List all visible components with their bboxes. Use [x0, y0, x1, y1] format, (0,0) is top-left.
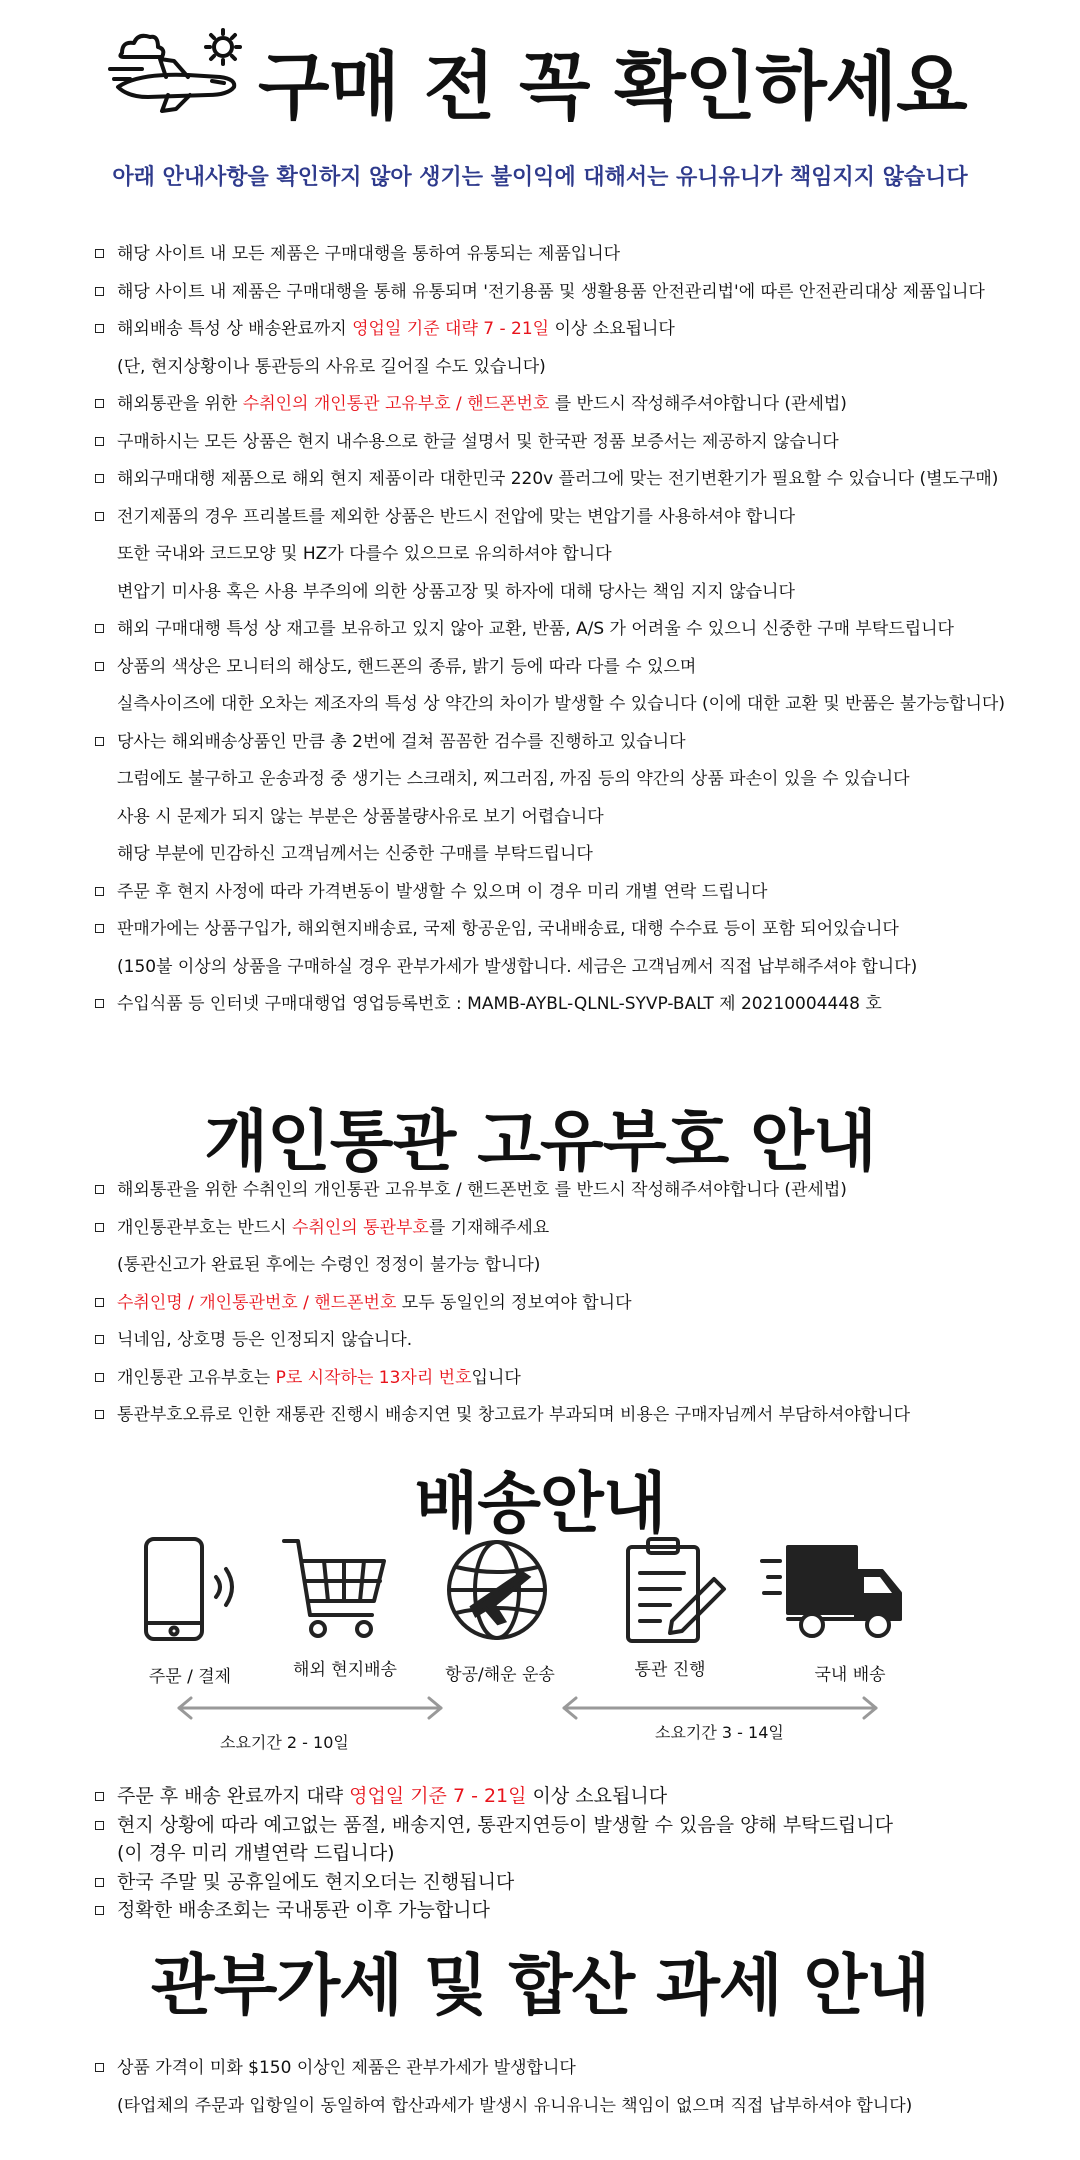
checkbox-bullet-icon — [95, 737, 104, 746]
shipping-item-continuation — [95, 1839, 893, 1868]
checkbox-bullet-icon — [95, 1335, 104, 1344]
customs-list — [95, 1172, 910, 1435]
notice-text: 현지 상황에 따라 예고없는 품절, 배송지연, 통관지연등이 발생할 수 있음을 양해 부탁드립니다 — [117, 1813, 893, 1836]
notice-text: 또한 국내와 코드모양 및 HZ가 다를수 있으므로 유의하셔야 합니다 — [117, 544, 612, 564]
notice-item — [95, 611, 1005, 649]
notice-list — [95, 236, 1005, 1024]
notice-text: 개인통관 고유부호는 — [117, 1367, 276, 1388]
checkbox-bullet-icon — [95, 1410, 104, 1419]
notice-text: 해당 사이트 내 제품은 구매대행을 통해 유통되며 '전기용품 및 생활용품 안전관리법'에 따른 안전관리대상 제품입니다 — [117, 281, 985, 302]
duration-label-2: 소요기간 3 - 14일 — [655, 1723, 784, 1742]
highlight-text: 영업일 기준 7 - 21일 — [349, 1785, 527, 1807]
notice-item — [95, 911, 1005, 949]
notice-item — [95, 874, 1005, 912]
notice-text: 해외통관을 위한 — [117, 394, 243, 414]
checkbox-bullet-icon — [95, 474, 104, 483]
notice-text: 해외통관을 위한 수취인의 개인통관 고유부호 / 핸드폰번호 를 반드시 작성해주셔야합니다 (관세법) — [117, 1180, 847, 1200]
checkbox-bullet-icon — [95, 512, 104, 521]
shipping-item — [95, 1811, 893, 1840]
globe-plane-icon — [442, 1535, 552, 1645]
notice-item — [95, 424, 1005, 462]
checkbox-bullet-icon — [95, 1792, 104, 1801]
shipping-list — [95, 1782, 893, 1925]
tax-item-continuation — [95, 2088, 912, 2126]
checkbox-bullet-icon — [95, 1906, 104, 1915]
notice-item-continuation — [95, 536, 1005, 574]
notice-text: (이 경우 미리 개별연락 드립니다) — [117, 1842, 395, 1864]
notice-item — [95, 649, 1005, 687]
notice-item — [95, 499, 1005, 537]
checkbox-bullet-icon — [95, 1298, 104, 1307]
cart-icon — [280, 1535, 390, 1645]
notice-item-continuation — [95, 349, 1005, 387]
step-label-order: 주문 / 결제 — [148, 1667, 232, 1687]
notice-text: (통관신고가 완료된 후에는 수령인 정정이 불가능 합니다) — [117, 1255, 541, 1275]
notice-text: 모두 동일인의 정보여야 합니다 — [396, 1292, 632, 1313]
checkbox-bullet-icon — [95, 249, 104, 258]
notice-item — [95, 274, 1005, 312]
notice-text: 실측사이즈에 대한 오차는 제조자의 특성 상 약간의 차이가 발생할 수 있습니다 (이에 대한 교환 및 반품은 불가능합니다) — [117, 694, 1005, 714]
checkbox-bullet-icon — [95, 287, 104, 296]
duration-arrow-2 — [560, 1696, 880, 1720]
customs-item — [95, 1210, 910, 1248]
notice-text: 입니다 — [471, 1367, 521, 1388]
notice-item-continuation — [95, 686, 1005, 724]
notice-text: 변압기 미사용 혹은 사용 부주의에 의한 상품고장 및 하자에 대해 당사는 책임 지지 않습니다 — [117, 581, 795, 602]
shipping-item — [95, 1896, 893, 1925]
notice-text: 주문 후 배송 완료까지 대략 — [117, 1785, 350, 1807]
notice-text: 해외배송 특성 상 배송완료까지 — [117, 319, 353, 339]
highlight-text: 수취인의 통관부호 — [292, 1217, 429, 1238]
customs-item — [95, 1172, 910, 1210]
duration-label-1: 소요기간 2 - 10일 — [220, 1733, 349, 1752]
tax-section-title: 관부가세 및 합산 과세 안내 — [150, 1947, 930, 2024]
phone-icon — [140, 1535, 250, 1645]
notice-text: 주문 후 현지 사정에 따라 가격변동이 발생할 수 있으며 이 경우 미리 개별 연락 드립니다 — [117, 881, 768, 902]
checkbox-bullet-icon — [95, 999, 104, 1008]
customs-item — [95, 1322, 910, 1360]
notice-item — [95, 461, 1005, 499]
shipping-item — [95, 1782, 893, 1811]
notice-item-continuation — [95, 574, 1005, 612]
notice-item — [95, 724, 1005, 762]
notice-text: 해외구매대행 제품으로 해외 현지 제품이라 대한민국 220v 플러그에 맞는 전기변환기가 필요할 수 있습니다 (별도구매) — [117, 469, 999, 489]
notice-text: 전기제품의 경우 프리볼트를 제외한 상품은 반드시 전압에 맞는 변압기를 사용하셔야 합니다 — [117, 506, 796, 527]
checkbox-bullet-icon — [95, 2063, 104, 2072]
notice-text: (타업체의 주문과 입항일이 동일하여 합산과세가 발생시 유니유니는 책임이 없으며 직접 납부하셔야 합니다) — [117, 2095, 913, 2116]
notice-text: 이상 소요됩니다 — [526, 1785, 668, 1807]
checkbox-bullet-icon — [95, 1821, 104, 1830]
page-title: 구매 전 꼭 확인하세요 — [258, 44, 967, 130]
highlight-text: 수취인명 / 개인통관번호 / 핸드폰번호 — [117, 1292, 397, 1313]
checkbox-bullet-icon — [95, 399, 104, 408]
checkbox-bullet-icon — [95, 1878, 104, 1887]
notice-text: 닉네임, 상호명 등은 인정되지 않습니다. — [117, 1330, 413, 1350]
notice-item — [95, 311, 1005, 349]
notice-text: 수입식품 등 인터넷 구매대행업 영업등록번호 : MAMB-AYBL-QLNL-SYVP-BALT 제 20210004448 호 — [117, 994, 882, 1014]
step-label-air-sea: 항공/해운 운송 — [445, 1665, 555, 1685]
notice-text: (단, 현지상황이나 통관등의 사유로 길어질 수도 있습니다) — [117, 356, 546, 377]
notice-text: 당사는 해외배송상품인 만큼 총 2번에 걸쳐 꼼꼼한 검수를 진행하고 있습니다 — [117, 731, 686, 752]
notice-text: 개인통관부호는 반드시 — [117, 1217, 293, 1238]
notice-text: 를 반드시 작성해주셔야합니다 (관세법) — [549, 394, 847, 414]
notice-text: 구매하시는 모든 상품은 현지 내수용으로 한글 설명서 및 한국판 정품 보증서는 제공하지 않습니다 — [117, 431, 839, 452]
truck-icon — [760, 1535, 910, 1645]
checkbox-bullet-icon — [95, 887, 104, 896]
highlight-text: P로 시작하는 13자리 번호 — [275, 1367, 472, 1388]
notice-item — [95, 986, 1005, 1024]
customs-item — [95, 1397, 910, 1435]
clipboard-icon — [620, 1535, 730, 1645]
notice-text: 를 기재해주세요 — [428, 1217, 550, 1238]
tax-list — [95, 2050, 912, 2125]
notice-item — [95, 236, 1005, 274]
step-label-domestic: 국내 배송 — [814, 1665, 886, 1685]
notice-text: 해당 부분에 민감하신 고객님께서는 신중한 구매를 부탁드립니다 — [117, 844, 593, 864]
notice-text: 그럼에도 불구하고 운송과정 중 생기는 스크래치, 찌그러짐, 까짐 등의 약간의 상품 파손이 있을 수 있습니다 — [117, 769, 910, 789]
notice-item-continuation — [95, 836, 1005, 874]
checkbox-bullet-icon — [95, 1223, 104, 1232]
duration-arrow-1 — [175, 1696, 445, 1720]
customs-item — [95, 1285, 910, 1323]
airplane-weather-icon — [108, 25, 248, 115]
notice-text: 해외 구매대행 특성 상 재고를 보유하고 있지 않아 교환, 반품, A/S 가 어려울 수 있으니 신중한 구매 부탁드립니다 — [117, 619, 954, 639]
tax-item — [95, 2050, 912, 2088]
notice-item-continuation — [95, 761, 1005, 799]
checkbox-bullet-icon — [95, 662, 104, 671]
customs-item-continuation — [95, 1247, 910, 1285]
step-label-local-shipping: 해외 현지배송 — [293, 1660, 397, 1680]
checkbox-bullet-icon — [95, 624, 104, 633]
step-label-customs: 통관 진행 — [634, 1660, 706, 1680]
shipping-section-title: 배송안내 — [414, 1465, 666, 1542]
notice-text: 해당 사이트 내 모든 제품은 구매대행을 통하여 유통되는 제품입니다 — [117, 244, 621, 264]
notice-item — [95, 386, 1005, 424]
page-subtitle: 아래 안내사항을 확인하지 않아 생기는 불이익에 대해서는 유니유니가 책임지지 않습니다 — [112, 165, 968, 190]
checkbox-bullet-icon — [95, 437, 104, 446]
highlight-text: 영업일 기준 대략 7 - 21일 — [352, 319, 550, 339]
shipping-item — [95, 1868, 893, 1897]
checkbox-bullet-icon — [95, 924, 104, 933]
notice-text: 판매가에는 상품구입가, 해외현지배송료, 국제 항공운임, 국내배송료, 대행 수수료 등이 포함 되어있습니다 — [117, 919, 899, 939]
customs-section-title: 개인통관 고유부호 안내 — [204, 1103, 876, 1180]
notice-item-continuation — [95, 799, 1005, 837]
notice-item-continuation — [95, 949, 1005, 987]
customs-item — [95, 1360, 910, 1398]
notice-text: (150불 이상의 상품을 구매하실 경우 관부가세가 발생합니다. 세금은 고객님께서 직접 납부해주셔야 합니다) — [117, 956, 918, 977]
notice-text: 한국 주말 및 공휴일에도 현지오더는 진행됩니다 — [117, 1870, 515, 1893]
checkbox-bullet-icon — [95, 1185, 104, 1194]
notice-text: 상품의 색상은 모니터의 해상도, 핸드폰의 종류, 밝기 등에 따라 다를 수 있으며 — [117, 656, 697, 677]
notice-text: 정확한 배송조회는 국내통관 이후 가능합니다 — [117, 1899, 490, 1921]
notice-text: 이상 소요됩니다 — [549, 319, 675, 339]
checkbox-bullet-icon — [95, 324, 104, 333]
notice-text: 상품 가격이 미화 $150 이상인 제품은 관부가세가 발생합니다 — [117, 2058, 576, 2078]
notice-text: 사용 시 문제가 되지 않는 부분은 상품불량사유로 보기 어렵습니다 — [117, 806, 604, 827]
notice-text: 통관부호오류로 인한 재통관 진행시 배송지연 및 창고료가 부과되며 비용은 구매자님께서 부담하셔야합니다 — [117, 1405, 911, 1425]
highlight-text: 수취인의 개인통관 고유부호 / 핸드폰번호 — [242, 394, 550, 414]
checkbox-bullet-icon — [95, 1373, 104, 1382]
